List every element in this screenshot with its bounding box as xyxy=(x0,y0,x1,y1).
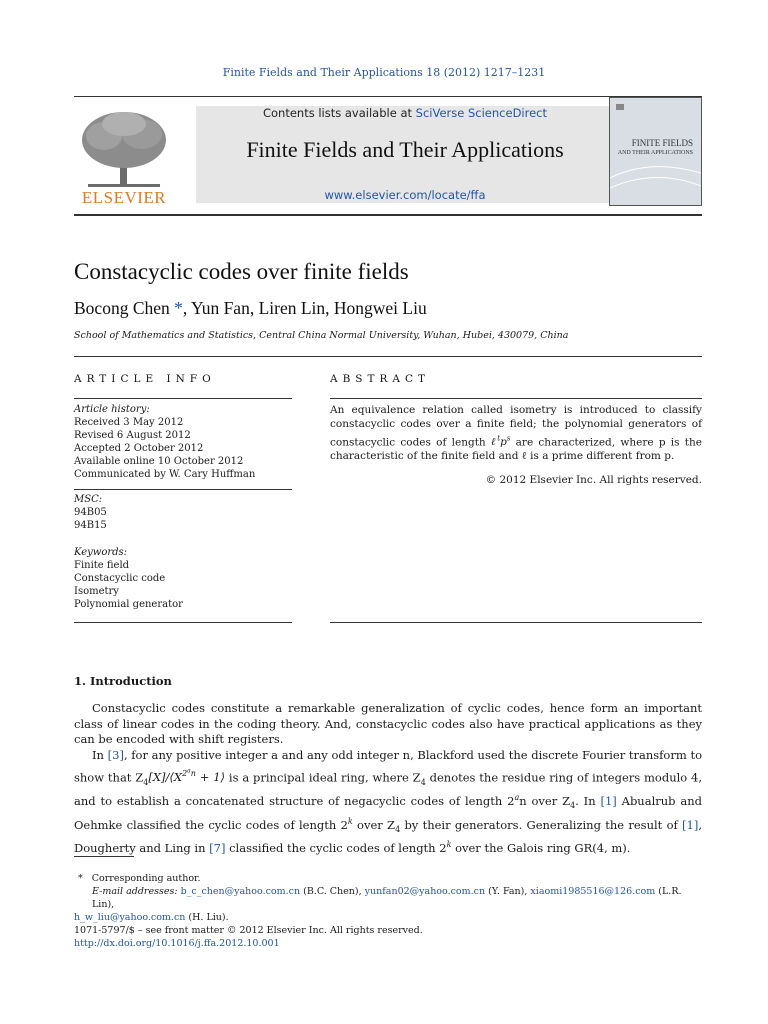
text-run: by their generators. Generalizing the result of xyxy=(400,817,683,832)
affiliation-rule xyxy=(74,356,702,357)
abstract-part: An equivalence relation called isometry is introduced to classify constacyclic codes over a finite field; the polynomial generators of constacyclic codes of length xyxy=(330,404,702,449)
cover-title-line2: AND THEIR APPLICATIONS xyxy=(617,150,693,156)
length-formula: $\ell^tp^s$ xyxy=(490,434,511,449)
footnote-rule xyxy=(74,856,134,857)
keyword: Constacyclic code xyxy=(74,573,166,584)
cover-decoration-icon xyxy=(610,98,701,205)
text-run: over the Galois ring GR(4, m). xyxy=(451,841,631,856)
contents-availability xyxy=(196,106,614,120)
history-rule xyxy=(74,489,292,490)
history-accepted: Accepted 2 October 2012 xyxy=(74,443,204,454)
article-history xyxy=(74,403,292,481)
cover-title-line1: FINITE FIELDS xyxy=(631,138,693,148)
sciencedirect-link[interactable]: SciVerse ScienceDirect xyxy=(415,106,548,120)
ring-formula: $[X]/⟨X^{2^an}$ + 1⟩ xyxy=(148,767,226,785)
text-run: classified the cyclic codes of length 2 xyxy=(225,841,447,856)
header-top-rule xyxy=(74,96,702,97)
text-run: denotes the residue ring of integers modulo 4, and to establish a concatenated structure of negacyclic codes of length 2 xyxy=(74,770,703,808)
history-revised: Revised 6 August 2012 xyxy=(74,430,191,441)
abstract-bottom-rule xyxy=(330,622,702,623)
intro-paragraph-1: Constacyclic codes constitute a remarkable generalization of cyclic codes, hence form an important class of linear codes in the coding theory. And, constacyclic codes also have practical applications as they can be encoded with shift registers. xyxy=(74,701,702,747)
history-received: Received 3 May 2012 xyxy=(74,417,184,428)
elsevier-wordmark: ELSEVIER xyxy=(81,188,167,207)
elsevier-logo xyxy=(74,106,174,206)
article-info-rule xyxy=(74,398,292,399)
email-link[interactable]: b_c_chen@yahoo.com.cn xyxy=(180,886,301,897)
citation-link-3[interactable]: [3] xyxy=(107,748,124,762)
abstract-heading: ABSTRACT xyxy=(330,373,431,385)
citation-link-1[interactable]: [1] xyxy=(682,817,699,832)
keywords-rule xyxy=(74,622,292,623)
email-owner: (H. Liu). xyxy=(185,912,229,923)
front-matter-line: 1071-5797/$ – see front matter © 2012 Elsevier Inc. All rights reserved. xyxy=(74,925,423,936)
msc-code: 94B15 xyxy=(74,520,107,531)
keyword: Isometry xyxy=(74,586,119,597)
doi-link[interactable]: http://dx.doi.org/10.1016/j.ffa.2012.10.001 xyxy=(74,938,280,949)
intro-paragraph-2: In [3], for any positive integer a and any odd integer n, Blackford used the discrete Fourier transform to show that $Z_4[X]/⟨X^{2^an}$ + 1⟩ is a principal ideal ring, where $Z_4$ denotes the residue ring of integers modulo 4, and to establish a concatenated structure of negacyclic codes of length 2$^a$n over $Z_4$. In [1] Abualrub and Oehmke classified the cyclic codes of length 2$^k$ over $Z_4$ by their generators. Generalizing the result of [1], Dougherty and Ling in [7] classified the cyclic codes of length 2$^k$ over the Galois ring GR(4, m). xyxy=(74,748,703,856)
journal-title: Finite Fields and Their Applications xyxy=(246,137,564,162)
abstract-text xyxy=(330,403,702,464)
msc-code: 94B05 xyxy=(74,507,107,518)
keywords-block xyxy=(74,546,292,611)
msc-block xyxy=(74,493,292,532)
email-link[interactable]: xiaomi1985516@126.com xyxy=(530,886,656,897)
journal-url-link[interactable]: www.elsevier.com/locate/ffa xyxy=(324,188,486,202)
corresponding-author-mark[interactable]: * xyxy=(174,298,183,318)
abstract-part: are characterized, where p is the characteristic of the finite field and ℓ is a prime different from p. xyxy=(330,436,703,463)
abstract-rule xyxy=(330,398,702,399)
journal-banner xyxy=(196,106,614,203)
header-bottom-rule xyxy=(74,214,702,216)
email-label: E-mail addresses: xyxy=(92,886,181,897)
email-owner: (Y. Fan), xyxy=(485,886,531,897)
email-owner: (L.R. Lin), xyxy=(92,886,682,910)
other-authors: , Yun Fan, Liren Lin, Hongwei Liu xyxy=(182,298,427,318)
text-run: is a principal ideal ring, where Z xyxy=(225,770,421,785)
email-owner: (B.C. Chen), xyxy=(300,886,365,897)
text-run: Abualrub and Oehmke classified the cyclic codes of length 2 xyxy=(74,793,702,832)
history-label: Article history: xyxy=(74,404,150,415)
affiliation: School of Mathematics and Statistics, Central China Normal University, Wuhan, Hubei, 430079, China xyxy=(74,330,569,341)
keyword: Finite field xyxy=(74,560,130,571)
email-link[interactable]: yunfan02@yahoo.com.cn xyxy=(364,886,486,897)
footnote xyxy=(74,872,702,924)
text-run: , for any positive integer a and any odd integer n, Blackford used the discrete Fourier transform to show that Z xyxy=(74,748,702,785)
paper-title: Constacyclic codes over finite fields xyxy=(74,259,409,284)
history-communicated: Communicated by W. Cary Huffman xyxy=(74,469,256,480)
keywords-label: Keywords: xyxy=(74,547,128,558)
corresponding-author-note: Corresponding author. xyxy=(91,873,201,884)
history-online: Available online 10 October 2012 xyxy=(74,456,244,467)
journal-cover-image xyxy=(609,97,702,206)
citation-link-7[interactable]: [7] xyxy=(209,841,226,856)
section-heading-introduction: 1. Introduction xyxy=(74,674,172,688)
text-run: In xyxy=(92,748,108,762)
email-link[interactable]: h_w_liu@yahoo.com.cn xyxy=(74,912,186,923)
text-run: over Z xyxy=(352,817,396,832)
footnote-mark: * xyxy=(78,873,83,884)
text-run: n over Z xyxy=(519,793,571,808)
keyword: Polynomial generator xyxy=(74,599,183,610)
citation-link-1[interactable]: [1] xyxy=(600,793,617,808)
msc-label: MSC: xyxy=(74,494,103,505)
author-name: Bocong Chen xyxy=(74,298,170,318)
contents-prefix: Contents lists available at xyxy=(262,106,416,120)
text-run: , Dougherty and Ling in xyxy=(74,817,702,856)
journal-reference[interactable]: Finite Fields and Their Applications 18 (2012) 1217–1231 xyxy=(222,66,546,79)
abstract-copyright: © 2012 Elsevier Inc. All rights reserved. xyxy=(485,474,702,486)
text-run: . In xyxy=(575,793,601,808)
author-list xyxy=(74,298,427,319)
article-info-heading: ARTICLE INFO xyxy=(74,373,216,385)
